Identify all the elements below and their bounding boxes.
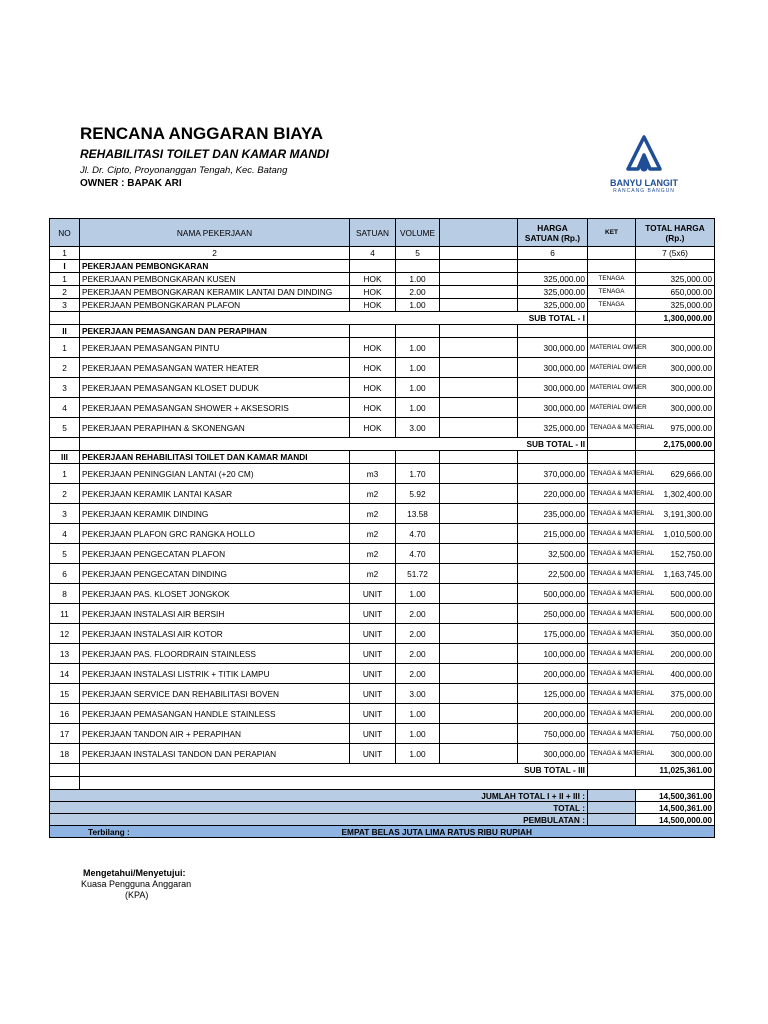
item-satuan: m2 — [350, 504, 396, 524]
item-name: PEKERJAAN PERAPIHAN & SKONENGAN — [80, 418, 350, 438]
summary-row — [50, 790, 715, 802]
col-header-no: NO — [50, 219, 80, 247]
item-harga: 220,000.00 — [518, 484, 588, 504]
col-num-harga: 6 — [518, 247, 588, 260]
empty-cell — [636, 325, 715, 338]
item-total: 400,000.00 — [636, 664, 715, 684]
item-ket: TENAGA — [588, 273, 636, 286]
item-volume: 2.00 — [396, 664, 440, 684]
item-blank — [440, 418, 518, 438]
col-num-total: 7 (5x6) — [636, 247, 715, 260]
table-row — [50, 378, 715, 398]
item-ket: TENAGA & MATERIAL — [588, 544, 636, 564]
item-no: 1 — [50, 464, 80, 484]
item-satuan: m2 — [350, 484, 396, 504]
item-harga: 32,500.00 — [518, 544, 588, 564]
item-no: 5 — [50, 544, 80, 564]
item-blank — [440, 604, 518, 624]
item-total: 975,000.00 — [636, 418, 715, 438]
item-total: 650,000.00 — [636, 286, 715, 299]
subtotal-value: 1,300,000.00 — [636, 312, 715, 325]
item-volume: 13.58 — [396, 504, 440, 524]
empty-cell — [396, 451, 440, 464]
table-row — [50, 724, 715, 744]
table-row — [50, 464, 715, 484]
item-blank — [440, 524, 518, 544]
item-total: 300,000.00 — [636, 338, 715, 358]
item-ket: TENAGA & MATERIAL — [588, 604, 636, 624]
item-volume: 1.70 — [396, 464, 440, 484]
col-header-nama: NAMA PEKERJAAN — [80, 219, 350, 247]
item-total: 350,000.00 — [636, 624, 715, 644]
table-row — [50, 358, 715, 378]
item-satuan: HOK — [350, 418, 396, 438]
item-no: 6 — [50, 564, 80, 584]
item-total: 375,000.00 — [636, 684, 715, 704]
item-no: 4 — [50, 524, 80, 544]
approval-heading: Mengetahui/Menyetujui: — [83, 868, 186, 878]
item-harga: 175,000.00 — [518, 624, 588, 644]
table-row — [50, 418, 715, 438]
item-harga: 300,000.00 — [518, 338, 588, 358]
item-volume: 4.70 — [396, 524, 440, 544]
item-no: 18 — [50, 744, 80, 764]
item-satuan: HOK — [350, 378, 396, 398]
item-no: 3 — [50, 378, 80, 398]
item-satuan: UNIT — [350, 744, 396, 764]
col-header-ket: KET — [588, 219, 636, 247]
item-total: 300,000.00 — [636, 398, 715, 418]
item-total: 300,000.00 — [636, 358, 715, 378]
item-satuan: UNIT — [350, 644, 396, 664]
col-num-satuan: 4 — [350, 247, 396, 260]
section-row — [50, 260, 715, 273]
item-ket: TENAGA & MATERIAL — [588, 504, 636, 524]
item-name: PEKERJAAN PENGECATAN DINDING — [80, 564, 350, 584]
item-blank — [440, 584, 518, 604]
item-no: 3 — [50, 299, 80, 312]
subtotal-label: SUB TOTAL - III — [80, 764, 588, 777]
item-harga: 325,000.00 — [518, 286, 588, 299]
approval-block — [83, 868, 191, 901]
item-blank — [440, 484, 518, 504]
item-name: PEKERJAAN KERAMIK LANTAI KASAR — [80, 484, 350, 504]
item-blank — [440, 644, 518, 664]
item-volume: 1.00 — [396, 378, 440, 398]
item-no: 3 — [50, 504, 80, 524]
item-satuan: m2 — [350, 564, 396, 584]
empty-cell — [50, 438, 80, 451]
table-body — [50, 247, 715, 838]
item-total: 3,191,300.00 — [636, 504, 715, 524]
table-row — [50, 273, 715, 286]
item-blank — [440, 564, 518, 584]
summary-blank — [588, 790, 636, 802]
item-ket: TENAGA & MATERIAL — [588, 564, 636, 584]
item-no: 14 — [50, 664, 80, 684]
section-number: I — [50, 260, 80, 273]
item-volume: 1.00 — [396, 358, 440, 378]
summary-blank — [588, 802, 636, 814]
item-harga: 22,500.00 — [518, 564, 588, 584]
empty-cell — [350, 325, 396, 338]
subtotal-label: SUB TOTAL - II — [80, 438, 588, 451]
item-satuan: m2 — [350, 524, 396, 544]
table-row — [50, 704, 715, 724]
column-number-row — [50, 247, 715, 260]
item-name: PEKERJAAN TANDON AIR + PERAPIHAN — [80, 724, 350, 744]
item-blank — [440, 338, 518, 358]
item-volume: 1.00 — [396, 273, 440, 286]
table-row — [50, 398, 715, 418]
company-logo — [602, 135, 686, 197]
item-blank — [440, 744, 518, 764]
table-row — [50, 299, 715, 312]
item-no: 15 — [50, 684, 80, 704]
empty-cell — [350, 260, 396, 273]
item-ket: MATERIAL OWNER — [588, 358, 636, 378]
spacer-row — [50, 777, 715, 790]
table-row — [50, 544, 715, 564]
table-row — [50, 484, 715, 504]
item-harga: 200,000.00 — [518, 664, 588, 684]
item-harga: 200,000.00 — [518, 704, 588, 724]
empty-cell — [588, 438, 636, 451]
empty-cell — [588, 325, 636, 338]
item-volume: 1.00 — [396, 338, 440, 358]
item-blank — [440, 378, 518, 398]
item-satuan: HOK — [350, 358, 396, 378]
item-blank — [440, 684, 518, 704]
subtotal-value: 11,025,361.00 — [636, 764, 715, 777]
summary-label: PEMBULATAN : — [50, 814, 588, 826]
subtotal-label: SUB TOTAL - I — [80, 312, 588, 325]
empty-cell — [588, 260, 636, 273]
item-harga: 370,000.00 — [518, 464, 588, 484]
item-name: PEKERJAAN PAS. KLOSET JONGKOK — [80, 584, 350, 604]
item-no: 11 — [50, 604, 80, 624]
table-header-row — [50, 219, 715, 247]
item-harga: 300,000.00 — [518, 358, 588, 378]
item-blank — [440, 273, 518, 286]
table-row — [50, 584, 715, 604]
item-satuan: HOK — [350, 398, 396, 418]
item-name: PEKERJAAN PEMASANGAN SHOWER + AKSESORIS — [80, 398, 350, 418]
col-header-satuan: SATUAN — [350, 219, 396, 247]
empty-cell — [50, 777, 80, 790]
col-header-volume: VOLUME — [396, 219, 440, 247]
item-name: PEKERJAAN PLAFON GRC RANGKA HOLLO — [80, 524, 350, 544]
empty-cell — [518, 451, 588, 464]
item-no: 17 — [50, 724, 80, 744]
item-name: PEKERJAAN SERVICE DAN REHABILITASI BOVEN — [80, 684, 350, 704]
item-no: 13 — [50, 644, 80, 664]
item-no: 16 — [50, 704, 80, 724]
item-name: PEKERJAAN INSTALASI AIR BERSIH — [80, 604, 350, 624]
item-volume: 1.00 — [396, 724, 440, 744]
item-blank — [440, 358, 518, 378]
item-blank — [440, 624, 518, 644]
item-ket: TENAGA — [588, 299, 636, 312]
item-ket: TENAGA & MATERIAL — [588, 684, 636, 704]
item-harga: 325,000.00 — [518, 418, 588, 438]
item-volume: 51.72 — [396, 564, 440, 584]
empty-cell — [50, 764, 80, 777]
item-name: PEKERJAAN KERAMIK DINDING — [80, 504, 350, 524]
item-no: 4 — [50, 398, 80, 418]
water-drop-logo-icon — [624, 135, 664, 177]
item-harga: 500,000.00 — [518, 584, 588, 604]
item-ket: TENAGA & MATERIAL — [588, 644, 636, 664]
item-harga: 300,000.00 — [518, 378, 588, 398]
item-no: 12 — [50, 624, 80, 644]
item-ket: MATERIAL OWNER — [588, 338, 636, 358]
item-blank — [440, 504, 518, 524]
section-row — [50, 325, 715, 338]
budget-table — [49, 218, 715, 838]
item-harga: 100,000.00 — [518, 644, 588, 664]
approval-role: Kuasa Pengguna Anggaran — [81, 879, 192, 889]
item-ket: TENAGA & MATERIAL — [588, 664, 636, 684]
section-number: II — [50, 325, 80, 338]
item-satuan: UNIT — [350, 704, 396, 724]
item-total: 1,302,400.00 — [636, 484, 715, 504]
empty-cell — [518, 260, 588, 273]
section-row — [50, 451, 715, 464]
item-harga: 215,000.00 — [518, 524, 588, 544]
item-ket: TENAGA & MATERIAL — [588, 418, 636, 438]
empty-cell — [350, 451, 396, 464]
item-volume: 2.00 — [396, 286, 440, 299]
item-satuan: m3 — [350, 464, 396, 484]
table-row — [50, 564, 715, 584]
summary-value: 14,500,361.00 — [636, 802, 715, 814]
item-ket: TENAGA & MATERIAL — [588, 744, 636, 764]
subtotal-row — [50, 438, 715, 451]
item-harga: 125,000.00 — [518, 684, 588, 704]
summary-blank — [588, 814, 636, 826]
section-title: PEKERJAAN REHABILITASI TOILET DAN KAMAR MANDI — [80, 451, 350, 464]
item-volume: 2.00 — [396, 644, 440, 664]
table-row — [50, 286, 715, 299]
item-satuan: HOK — [350, 299, 396, 312]
item-harga: 300,000.00 — [518, 398, 588, 418]
empty-cell — [636, 260, 715, 273]
item-volume: 5.92 — [396, 484, 440, 504]
summary-row — [50, 802, 715, 814]
item-total: 629,666.00 — [636, 464, 715, 484]
table-row — [50, 624, 715, 644]
item-name: PEKERJAAN PENINGGIAN LANTAI (+20 CM) — [80, 464, 350, 484]
item-satuan: UNIT — [350, 604, 396, 624]
item-total: 500,000.00 — [636, 584, 715, 604]
item-ket: TENAGA & MATERIAL — [588, 524, 636, 544]
item-blank — [440, 398, 518, 418]
item-satuan: HOK — [350, 338, 396, 358]
item-no: 2 — [50, 484, 80, 504]
empty-cell — [396, 260, 440, 273]
empty-cell — [440, 451, 518, 464]
empty-cell — [80, 777, 715, 790]
item-name: PEKERJAAN INSTALASI TANDON DAN PERAPIAN — [80, 744, 350, 764]
item-no: 5 — [50, 418, 80, 438]
item-ket: TENAGA & MATERIAL — [588, 464, 636, 484]
item-name: PEKERJAAN PEMBONGKARAN KERAMIK LANTAI DAN DINDING — [80, 286, 350, 299]
item-harga: 250,000.00 — [518, 604, 588, 624]
empty-cell — [636, 451, 715, 464]
col-num-nama: 2 — [80, 247, 350, 260]
item-total: 1,010,500.00 — [636, 524, 715, 544]
item-volume: 3.00 — [396, 684, 440, 704]
item-total: 750,000.00 — [636, 724, 715, 744]
empty-cell — [518, 325, 588, 338]
approval-abbr: (KPA) — [125, 890, 149, 900]
col-header-blank — [440, 219, 518, 247]
col-num-ket — [588, 247, 636, 260]
header-subtitle: REHABILITASI TOILET DAN KAMAR MANDI — [80, 147, 329, 161]
item-name: PEKERJAAN PEMASANGAN KLOSET DUDUK — [80, 378, 350, 398]
item-no: 1 — [50, 273, 80, 286]
table-row — [50, 664, 715, 684]
item-total: 300,000.00 — [636, 744, 715, 764]
item-name: PEKERJAAN PEMBONGKARAN KUSEN — [80, 273, 350, 286]
item-no: 2 — [50, 286, 80, 299]
item-volume: 1.00 — [396, 398, 440, 418]
item-satuan: UNIT — [350, 624, 396, 644]
item-no: 1 — [50, 338, 80, 358]
item-volume: 1.00 — [396, 704, 440, 724]
item-harga: 750,000.00 — [518, 724, 588, 744]
summary-label: TOTAL : — [50, 802, 588, 814]
col-header-harga: HARGA SATUAN (Rp.) — [518, 219, 588, 247]
item-name: PEKERJAAN PEMASANGAN PINTU — [80, 338, 350, 358]
col-header-total: TOTAL HARGA (Rp.) — [636, 219, 715, 247]
item-total: 325,000.00 — [636, 273, 715, 286]
item-total: 200,000.00 — [636, 704, 715, 724]
col-num-blank — [440, 247, 518, 260]
item-satuan: UNIT — [350, 664, 396, 684]
item-ket: MATERIAL OWNER — [588, 398, 636, 418]
item-volume: 1.00 — [396, 299, 440, 312]
table-row — [50, 524, 715, 544]
item-total: 200,000.00 — [636, 644, 715, 664]
table-row — [50, 504, 715, 524]
logo-tagline: RANCANG BANGUN — [613, 188, 675, 194]
section-title: PEKERJAAN PEMASANGAN DAN PERAPIHAN — [80, 325, 350, 338]
item-satuan: UNIT — [350, 724, 396, 744]
table-row — [50, 644, 715, 664]
col-num-volume: 5 — [396, 247, 440, 260]
item-name: PEKERJAAN INSTALASI LISTRIK + TITIK LAMPU — [80, 664, 350, 684]
item-no: 8 — [50, 584, 80, 604]
subtotal-row — [50, 764, 715, 777]
item-harga: 300,000.00 — [518, 744, 588, 764]
empty-cell — [396, 325, 440, 338]
item-name: PEKERJAAN PENGECATAN PLAFON — [80, 544, 350, 564]
item-volume: 2.00 — [396, 604, 440, 624]
empty-cell — [588, 312, 636, 325]
table-row — [50, 338, 715, 358]
empty-cell — [440, 325, 518, 338]
logo-name: BANYU LANGIT — [610, 178, 678, 188]
item-satuan: UNIT — [350, 584, 396, 604]
item-volume: 1.00 — [396, 584, 440, 604]
item-harga: 325,000.00 — [518, 273, 588, 286]
item-volume: 1.00 — [396, 744, 440, 764]
section-number: III — [50, 451, 80, 464]
item-blank — [440, 704, 518, 724]
item-volume: 2.00 — [396, 624, 440, 644]
item-name: PEKERJAAN PEMASANGAN WATER HEATER — [80, 358, 350, 378]
item-harga: 235,000.00 — [518, 504, 588, 524]
item-ket: TENAGA & MATERIAL — [588, 584, 636, 604]
item-volume: 3.00 — [396, 418, 440, 438]
item-ket: MATERIAL OWNER — [588, 378, 636, 398]
item-blank — [440, 664, 518, 684]
item-total: 152,750.00 — [636, 544, 715, 564]
item-ket: TENAGA & MATERIAL — [588, 484, 636, 504]
item-satuan: UNIT — [350, 684, 396, 704]
item-total: 300,000.00 — [636, 378, 715, 398]
header-title: RENCANA ANGGARAN BIAYA — [80, 124, 324, 143]
summary-value: 14,500,000.00 — [636, 814, 715, 826]
item-ket: TENAGA & MATERIAL — [588, 724, 636, 744]
empty-cell — [588, 764, 636, 777]
empty-cell — [440, 260, 518, 273]
terbilang-value: EMPAT BELAS JUTA LIMA RATUS RIBU RUPIAH — [350, 826, 715, 838]
item-blank — [440, 299, 518, 312]
item-satuan: m2 — [350, 544, 396, 564]
subtotal-row — [50, 312, 715, 325]
item-total: 500,000.00 — [636, 604, 715, 624]
section-title: PEKERJAAN PEMBONGKARAN — [80, 260, 350, 273]
item-name: PEKERJAAN PEMASANGAN HANDLE STAINLESS — [80, 704, 350, 724]
item-blank — [440, 544, 518, 564]
item-volume: 4.70 — [396, 544, 440, 564]
item-ket: TENAGA — [588, 286, 636, 299]
table-row — [50, 744, 715, 764]
item-blank — [440, 724, 518, 744]
empty-cell — [50, 312, 80, 325]
item-total: 325,000.00 — [636, 299, 715, 312]
summary-label: JUMLAH TOTAL I + II + III : — [50, 790, 588, 802]
item-name: PEKERJAAN INSTALASI AIR KOTOR — [80, 624, 350, 644]
item-satuan: HOK — [350, 286, 396, 299]
item-harga: 325,000.00 — [518, 299, 588, 312]
col-num-no: 1 — [50, 247, 80, 260]
table-row — [50, 604, 715, 624]
subtotal-value: 2,175,000.00 — [636, 438, 715, 451]
summary-row — [50, 814, 715, 826]
item-no: 2 — [50, 358, 80, 378]
item-total: 1,163,745.00 — [636, 564, 715, 584]
item-blank — [440, 464, 518, 484]
item-ket: TENAGA & MATERIAL — [588, 624, 636, 644]
item-name: PEKERJAAN PEMBONGKARAN PLAFON — [80, 299, 350, 312]
header-owner: OWNER : BAPAK ARI — [80, 178, 182, 189]
terbilang-label: Terbilang : — [50, 826, 350, 838]
empty-cell — [588, 451, 636, 464]
summary-value: 14,500,361.00 — [636, 790, 715, 802]
item-blank — [440, 286, 518, 299]
item-name: PEKERJAAN PAS. FLOORDRAIN STAINLESS — [80, 644, 350, 664]
item-ket: TENAGA & MATERIAL — [588, 704, 636, 724]
header-address: Jl. Dr. Cipto, Proyonanggan Tengah, Kec. Batang — [80, 165, 288, 176]
terbilang-row — [50, 826, 715, 838]
table-row — [50, 684, 715, 704]
item-satuan: HOK — [350, 273, 396, 286]
